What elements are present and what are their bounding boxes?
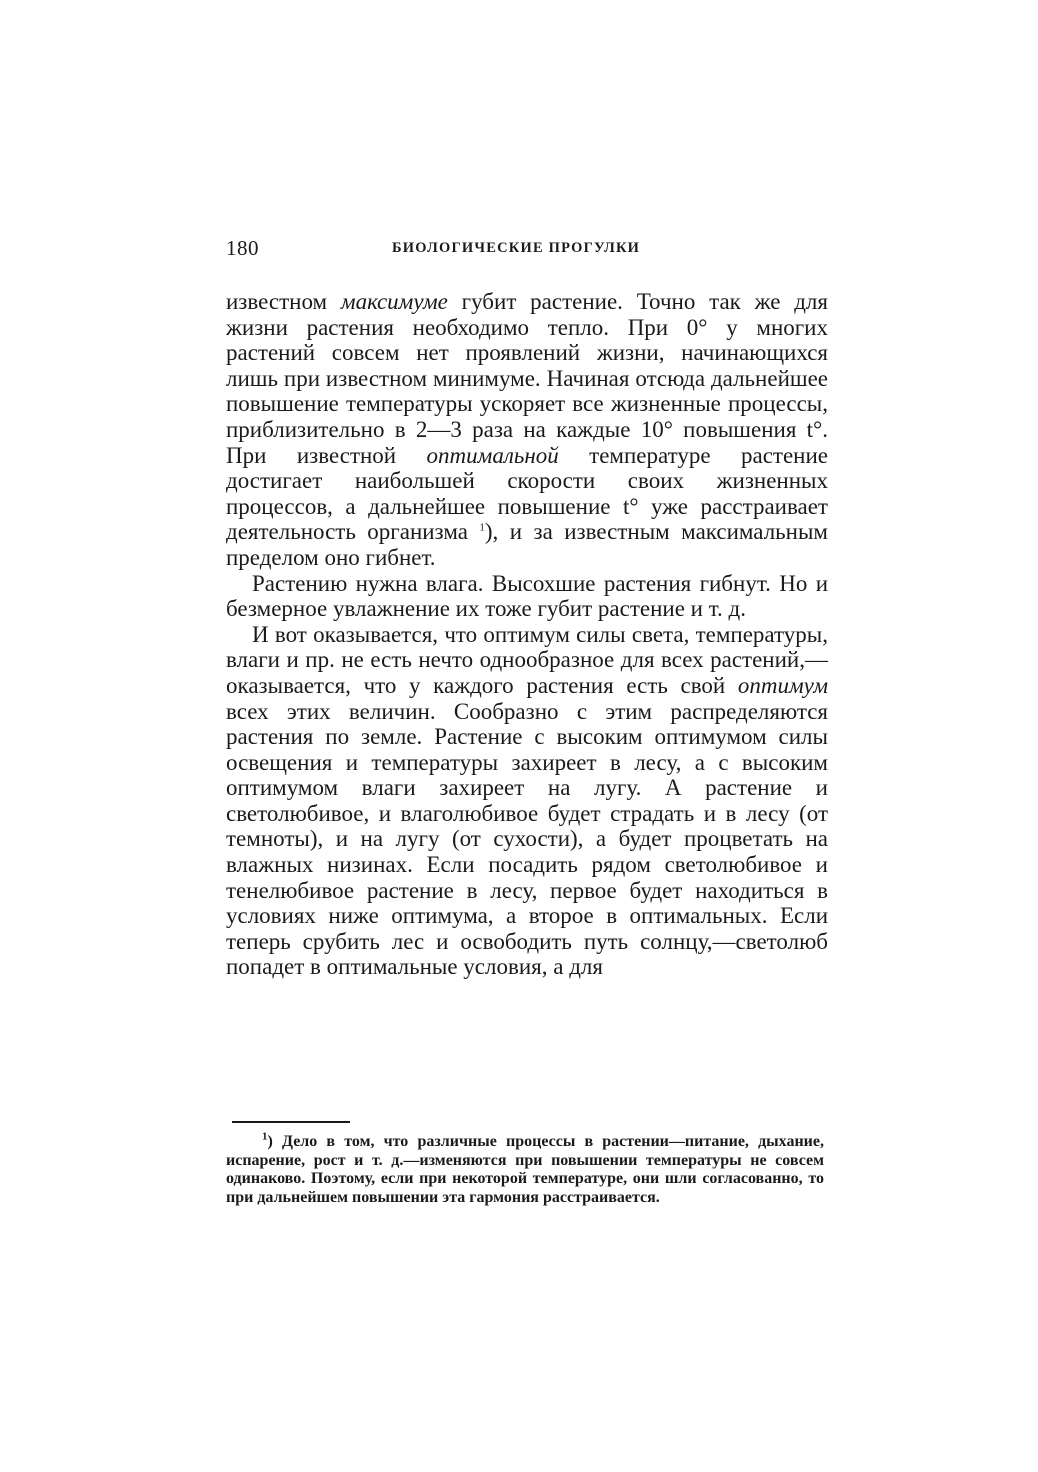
- paragraph-2: Растению нужна влага. Высохшие растения гибнут. Но и безмерное увлажнение их тоже губит растение и т. д.: [226, 570, 828, 622]
- term-maximum: максимуме: [340, 289, 448, 314]
- footnote-text: ) Дело в том, что различные процессы в растении—питание, дыхание, испарение, рост и т. д.—изменяются при повышении температуры не совсем одинаково. Поэтому, если при некоторой температуре, они шли согласованно, то при дальнейшем повышении эта гармония расстраивается.: [226, 1133, 824, 1206]
- page-number: 180: [226, 236, 259, 260]
- footnote: [226, 1130, 824, 1207]
- footnote-reference[interactable]: 1: [479, 521, 485, 534]
- footnote-separator: [232, 1121, 350, 1123]
- book-page: [226, 0, 828, 1472]
- paragraph-1-text-c: температуре растение достигает наибольшей скорости своих жизненных процессов, а дальнейшее повышение t° уже расстраивает деятельность организма: [226, 442, 828, 545]
- paragraph-1: [226, 289, 828, 571]
- paragraph-3-text-a: И вот оказывается, что оптимум силы света, температуры, влаги и пр. не есть нечто однообразное для всех растений,—оказывается, что у каждого растения есть свой: [226, 621, 828, 698]
- paragraph-1-text-a: известном: [226, 289, 341, 314]
- footnote-mark: 1: [262, 1130, 268, 1143]
- paragraph-1-text-d: ), и за известным максимальным пределом оно гибнет.: [226, 519, 828, 570]
- footnote-body: [226, 1130, 824, 1207]
- running-title: БИОЛОГИЧЕСКИЕ ПРОГУЛКИ: [392, 240, 641, 256]
- term-optimum: оптимум: [737, 672, 828, 698]
- paragraph-1-text-b: губит растение. Точно так же для жизни растения необходимо тепло. При 0° у многих растений совсем нет проявлений жизни, начинающихся лишь при известном минимуме. Начиная отсюда дальнейшее повышение температуры ускоряет все жизненные процессы, приблизительно в 2—3 раза на каждые 10° повышения t°. При известной: [226, 289, 828, 468]
- running-head: [226, 236, 828, 264]
- term-optimal: оптимальной: [426, 442, 559, 468]
- paragraph-3: [226, 622, 828, 980]
- paragraph-3-text-b: всех этих величин. Сообразно с этим распределяются растения по земле. Растение с высоким оптимумом силы освещения и температуры захиреет в лесу, а с высоким оптимумом влаги захиреет на лугу. А растение и светолюбивое, и влаголюбивое будет страдать и в лесу (от темноты), и на лугу (от сухости), а будет процветать на влажных низинах. Если посадить рядом светолюбивое и тенелюбивое растение в лесу, первое будет находиться в условиях ниже оптимума, а второе в оптимальных. Если теперь срубить лес и освободить путь солнцу,—светолюб попадет в оптимальные условия, а для: [226, 698, 828, 980]
- body-text: [226, 289, 828, 980]
